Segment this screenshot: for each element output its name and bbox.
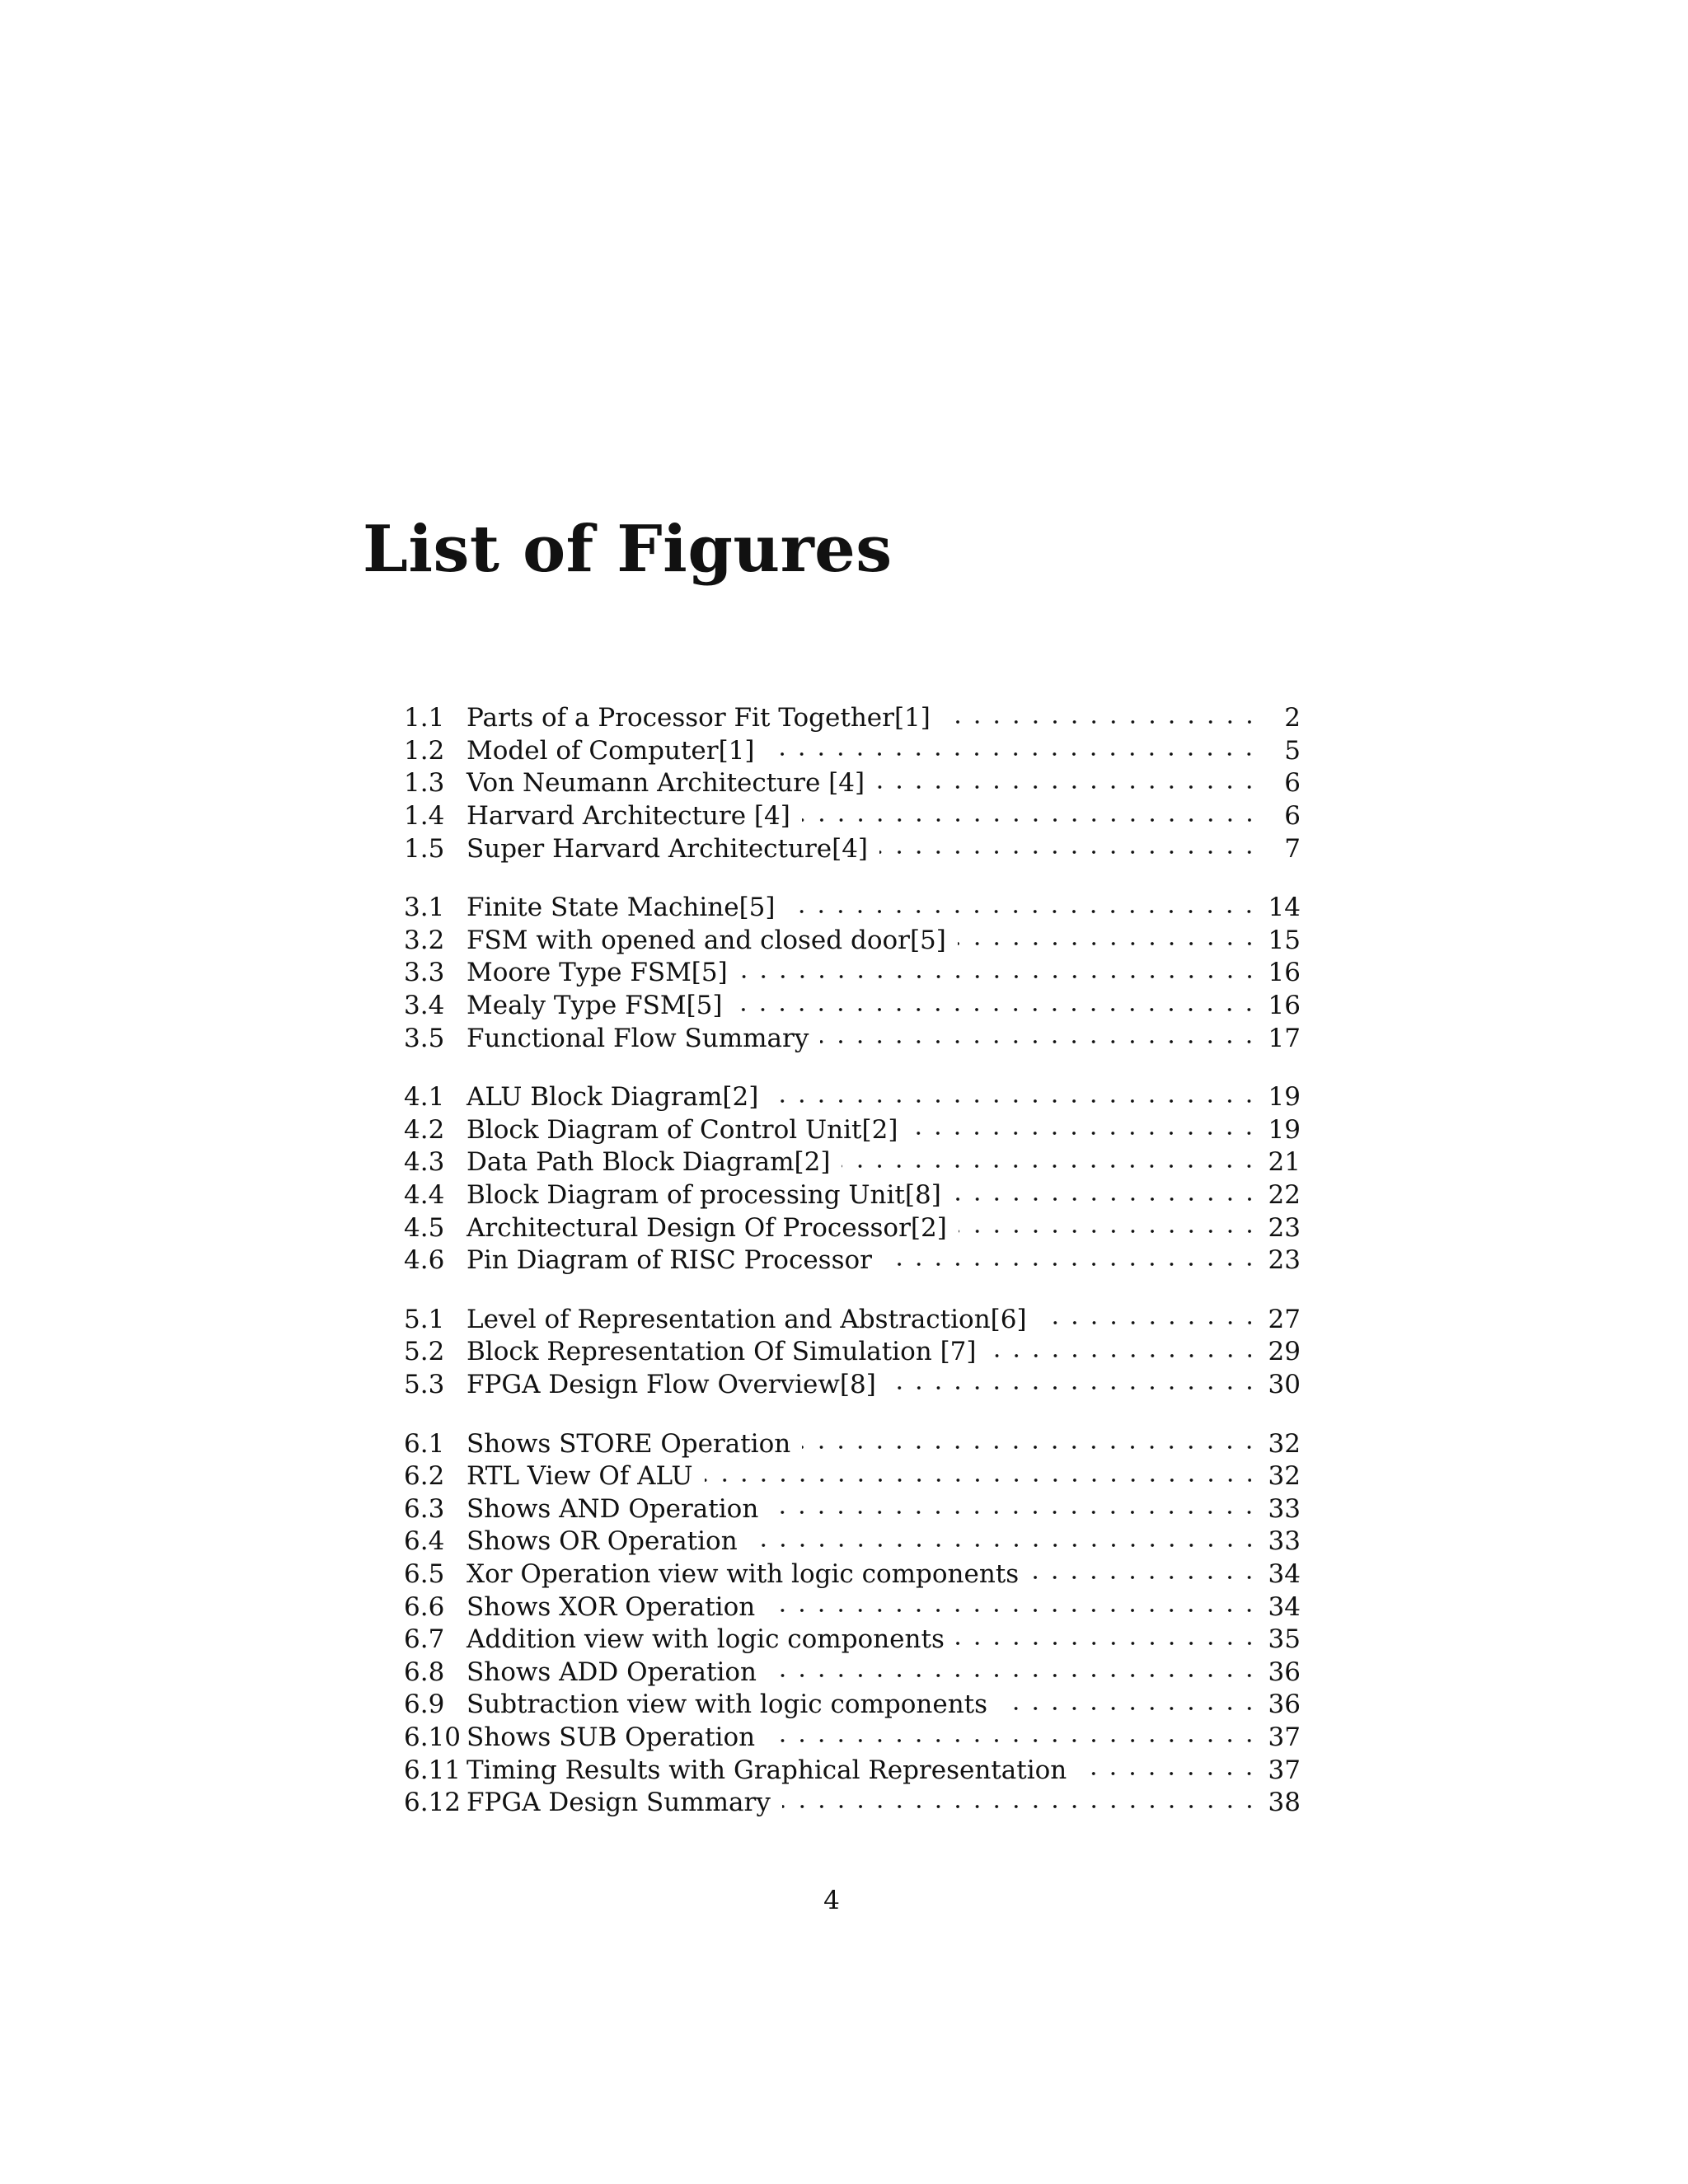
figure-entry[interactable] xyxy=(404,1787,1301,1820)
figure-entry[interactable] xyxy=(404,925,1301,958)
figure-entry[interactable] xyxy=(404,767,1301,800)
figure-page-number: 34 xyxy=(1268,1558,1301,1589)
figure-number: 1.2 xyxy=(404,735,445,766)
figure-title: Von Neumann Architecture [4] xyxy=(467,768,865,799)
list-of-figures xyxy=(404,702,1301,1845)
figure-title: Block Diagram of processing Unit[8] xyxy=(467,1180,941,1211)
figure-page-number: 33 xyxy=(1268,1526,1301,1557)
figure-number: 1.3 xyxy=(404,768,445,799)
figure-number: 6.11 xyxy=(404,1755,462,1785)
dot-leaders xyxy=(768,1664,1251,1680)
figure-entry[interactable] xyxy=(404,1591,1301,1624)
figure-page-number: 33 xyxy=(1268,1493,1301,1524)
figure-page-number: 23 xyxy=(1268,1212,1301,1243)
figure-page-number: 16 xyxy=(1268,958,1301,988)
figure-entry[interactable] xyxy=(404,1427,1301,1460)
figure-page-number: 36 xyxy=(1268,1690,1301,1720)
figure-entry[interactable] xyxy=(404,1146,1301,1179)
figure-page-number: 32 xyxy=(1268,1428,1301,1459)
figure-number: 6.4 xyxy=(404,1526,445,1557)
figure-number: 1.4 xyxy=(404,801,445,832)
figure-number: 6.12 xyxy=(404,1788,462,1818)
dot-leaders xyxy=(767,1729,1251,1746)
figure-title: Block Representation Of Simulation [7] xyxy=(467,1337,977,1367)
figure-page-number: 7 xyxy=(1284,833,1301,864)
figure-number: 4.6 xyxy=(404,1245,445,1276)
figure-page-number: 6 xyxy=(1284,768,1301,799)
figure-number: 4.5 xyxy=(404,1212,445,1243)
dot-leaders xyxy=(876,776,1251,792)
figure-entry[interactable] xyxy=(404,1022,1301,1055)
figure-page-number: 38 xyxy=(1268,1788,1301,1818)
dot-leaders xyxy=(1078,1762,1251,1779)
figure-number: 4.2 xyxy=(404,1114,445,1145)
dot-leaders xyxy=(1039,1311,1251,1328)
figure-entry[interactable] xyxy=(404,1212,1301,1244)
dot-leaders xyxy=(888,1376,1251,1393)
figure-page-number: 22 xyxy=(1268,1180,1301,1211)
figure-entry[interactable] xyxy=(404,1689,1301,1722)
dot-leaders xyxy=(959,1220,1251,1236)
figure-title: Finite State Machine[5] xyxy=(467,893,776,923)
dot-leaders xyxy=(909,1122,1251,1138)
figure-number: 4.1 xyxy=(404,1082,445,1113)
figure-entry[interactable] xyxy=(404,1081,1301,1114)
figure-number: 6.8 xyxy=(404,1657,445,1687)
figure-entry[interactable] xyxy=(404,1179,1301,1212)
figure-page-number: 30 xyxy=(1268,1369,1301,1399)
figure-page-number: 36 xyxy=(1268,1657,1301,1687)
figure-group xyxy=(404,1081,1301,1277)
dot-leaders xyxy=(842,1155,1251,1171)
figure-number: 3.4 xyxy=(404,991,445,1021)
figure-number: 6.6 xyxy=(404,1591,445,1622)
dot-leaders xyxy=(770,1501,1251,1517)
figure-page-number: 35 xyxy=(1268,1624,1301,1655)
figure-page-number: 19 xyxy=(1268,1082,1301,1113)
dot-leaders xyxy=(942,710,1251,727)
figure-title: Architectural Design Of Processor[2] xyxy=(467,1212,947,1243)
figure-title: Xor Operation view with logic components xyxy=(467,1558,1020,1589)
dot-leaders xyxy=(770,1090,1251,1106)
dot-leaders xyxy=(999,1697,1251,1713)
page-number: 4 xyxy=(823,1886,840,1915)
figure-page-number: 37 xyxy=(1268,1755,1301,1785)
dot-leaders xyxy=(767,1599,1251,1615)
figure-number: 3.2 xyxy=(404,925,445,955)
figure-entry[interactable] xyxy=(404,990,1301,1023)
dot-leaders xyxy=(786,900,1251,916)
figure-title: Moore Type FSM[5] xyxy=(467,958,728,988)
dot-leaders xyxy=(953,1188,1251,1204)
dot-leaders xyxy=(879,841,1251,857)
figure-group xyxy=(404,892,1301,1055)
dot-leaders xyxy=(766,743,1251,759)
figure-entry[interactable] xyxy=(404,735,1301,768)
figure-number: 6.1 xyxy=(404,1428,445,1459)
figure-title: FPGA Design Flow Overview[8] xyxy=(467,1369,876,1399)
figure-title: Subtraction view with logic components xyxy=(467,1690,988,1720)
figure-title: RTL View Of ALU xyxy=(467,1461,693,1492)
figure-entry[interactable] xyxy=(404,957,1301,990)
figure-number: 3.1 xyxy=(404,893,445,923)
figure-page-number: 14 xyxy=(1268,893,1301,923)
figure-number: 5.3 xyxy=(404,1369,445,1399)
dot-leaders xyxy=(956,1632,1251,1648)
figure-entry[interactable] xyxy=(404,1656,1301,1689)
figure-number: 4.3 xyxy=(404,1147,445,1178)
figure-page-number: 29 xyxy=(1268,1337,1301,1367)
figure-title: Shows AND Operation xyxy=(467,1493,759,1524)
figure-title: Addition view with logic components xyxy=(467,1624,945,1655)
figure-title: Parts of a Processor Fit Together[1] xyxy=(467,703,931,733)
figure-number: 3.5 xyxy=(404,1023,445,1053)
figure-title: Harvard Architecture [4] xyxy=(467,801,790,832)
figure-title: FPGA Design Summary xyxy=(467,1788,771,1818)
figure-page-number: 32 xyxy=(1268,1461,1301,1492)
figure-page-number: 5 xyxy=(1284,735,1301,766)
figure-number: 5.1 xyxy=(404,1304,445,1334)
figure-title: Model of Computer[1] xyxy=(467,735,755,766)
dot-leaders xyxy=(988,1344,1252,1361)
figure-number: 6.9 xyxy=(404,1690,445,1720)
figure-page-number: 21 xyxy=(1268,1147,1301,1178)
figure-group xyxy=(404,1427,1301,1819)
figure-title: Mealy Type FSM[5] xyxy=(467,991,723,1021)
figure-page-number: 27 xyxy=(1268,1304,1301,1334)
figure-title: Data Path Block Diagram[2] xyxy=(467,1147,831,1178)
dot-leaders xyxy=(884,1253,1251,1269)
figure-page-number: 15 xyxy=(1268,925,1301,955)
figure-number: 6.7 xyxy=(404,1624,445,1655)
dot-leaders xyxy=(802,808,1251,825)
figure-group xyxy=(404,1304,1301,1402)
figure-entry[interactable] xyxy=(404,1114,1301,1147)
figure-entry[interactable] xyxy=(404,892,1301,925)
figure-number: 6.3 xyxy=(404,1493,445,1524)
figure-number: 4.4 xyxy=(404,1180,445,1211)
figure-entry[interactable] xyxy=(404,1722,1301,1755)
figure-title: Functional Flow Summary xyxy=(467,1023,809,1053)
figure-group xyxy=(404,702,1301,865)
figure-entry[interactable] xyxy=(404,1369,1301,1402)
dot-leaders xyxy=(739,965,1251,982)
figure-title: Shows ADD Operation xyxy=(467,1657,757,1687)
figure-entry[interactable] xyxy=(404,1624,1301,1657)
figure-title: Super Harvard Architecture[4] xyxy=(467,833,869,864)
figure-entry[interactable] xyxy=(404,1754,1301,1787)
figure-title: Shows SUB Operation xyxy=(467,1722,756,1752)
figure-page-number: 23 xyxy=(1268,1245,1301,1276)
dot-leaders xyxy=(749,1534,1251,1550)
figure-entry[interactable] xyxy=(404,1493,1301,1526)
figure-page-number: 17 xyxy=(1268,1023,1301,1053)
figure-title: FSM with opened and closed door[5] xyxy=(467,925,946,955)
figure-entry[interactable] xyxy=(404,1460,1301,1493)
figure-entry[interactable] xyxy=(404,1304,1301,1337)
figure-number: 6.10 xyxy=(404,1722,462,1752)
figure-number: 5.2 xyxy=(404,1337,445,1367)
figure-title: Shows XOR Operation xyxy=(467,1591,756,1622)
figure-entry[interactable] xyxy=(404,1336,1301,1369)
dot-leaders xyxy=(782,1795,1251,1811)
figure-entry[interactable] xyxy=(404,800,1301,833)
figure-title: Level of Representation and Abstraction[6] xyxy=(467,1304,1027,1334)
figure-page-number: 19 xyxy=(1268,1114,1301,1145)
figure-page-number: 16 xyxy=(1268,991,1301,1021)
dot-leaders xyxy=(802,1436,1251,1452)
page-title: List of Figures xyxy=(363,512,893,587)
figure-number: 3.3 xyxy=(404,958,445,988)
dot-leaders xyxy=(958,932,1251,949)
figure-title: Shows STORE Operation xyxy=(467,1428,791,1459)
figure-number: 6.5 xyxy=(404,1558,445,1589)
figure-title: ALU Block Diagram[2] xyxy=(467,1082,759,1113)
dot-leaders xyxy=(820,1030,1251,1047)
figure-number: 1.5 xyxy=(404,833,445,864)
figure-entry[interactable] xyxy=(404,832,1301,865)
figure-title: Shows OR Operation xyxy=(467,1526,738,1557)
figure-page-number: 34 xyxy=(1268,1591,1301,1622)
figure-page-number: 6 xyxy=(1284,801,1301,832)
figure-entry[interactable] xyxy=(404,1244,1301,1277)
dot-leaders xyxy=(705,1469,1251,1485)
figure-title: Timing Results with Graphical Representation xyxy=(467,1755,1067,1785)
figure-entry[interactable] xyxy=(404,702,1301,735)
figure-number: 1.1 xyxy=(404,703,445,733)
figure-title: Block Diagram of Control Unit[2] xyxy=(467,1114,898,1145)
dot-leaders xyxy=(1030,1566,1251,1582)
figure-page-number: 2 xyxy=(1284,703,1301,733)
figure-title: Pin Diagram of RISC Processor xyxy=(467,1245,872,1276)
figure-entry[interactable] xyxy=(404,1526,1301,1558)
figure-number: 6.2 xyxy=(404,1461,445,1492)
figure-entry[interactable] xyxy=(404,1558,1301,1591)
figure-page-number: 37 xyxy=(1268,1722,1301,1752)
dot-leaders xyxy=(734,998,1251,1015)
